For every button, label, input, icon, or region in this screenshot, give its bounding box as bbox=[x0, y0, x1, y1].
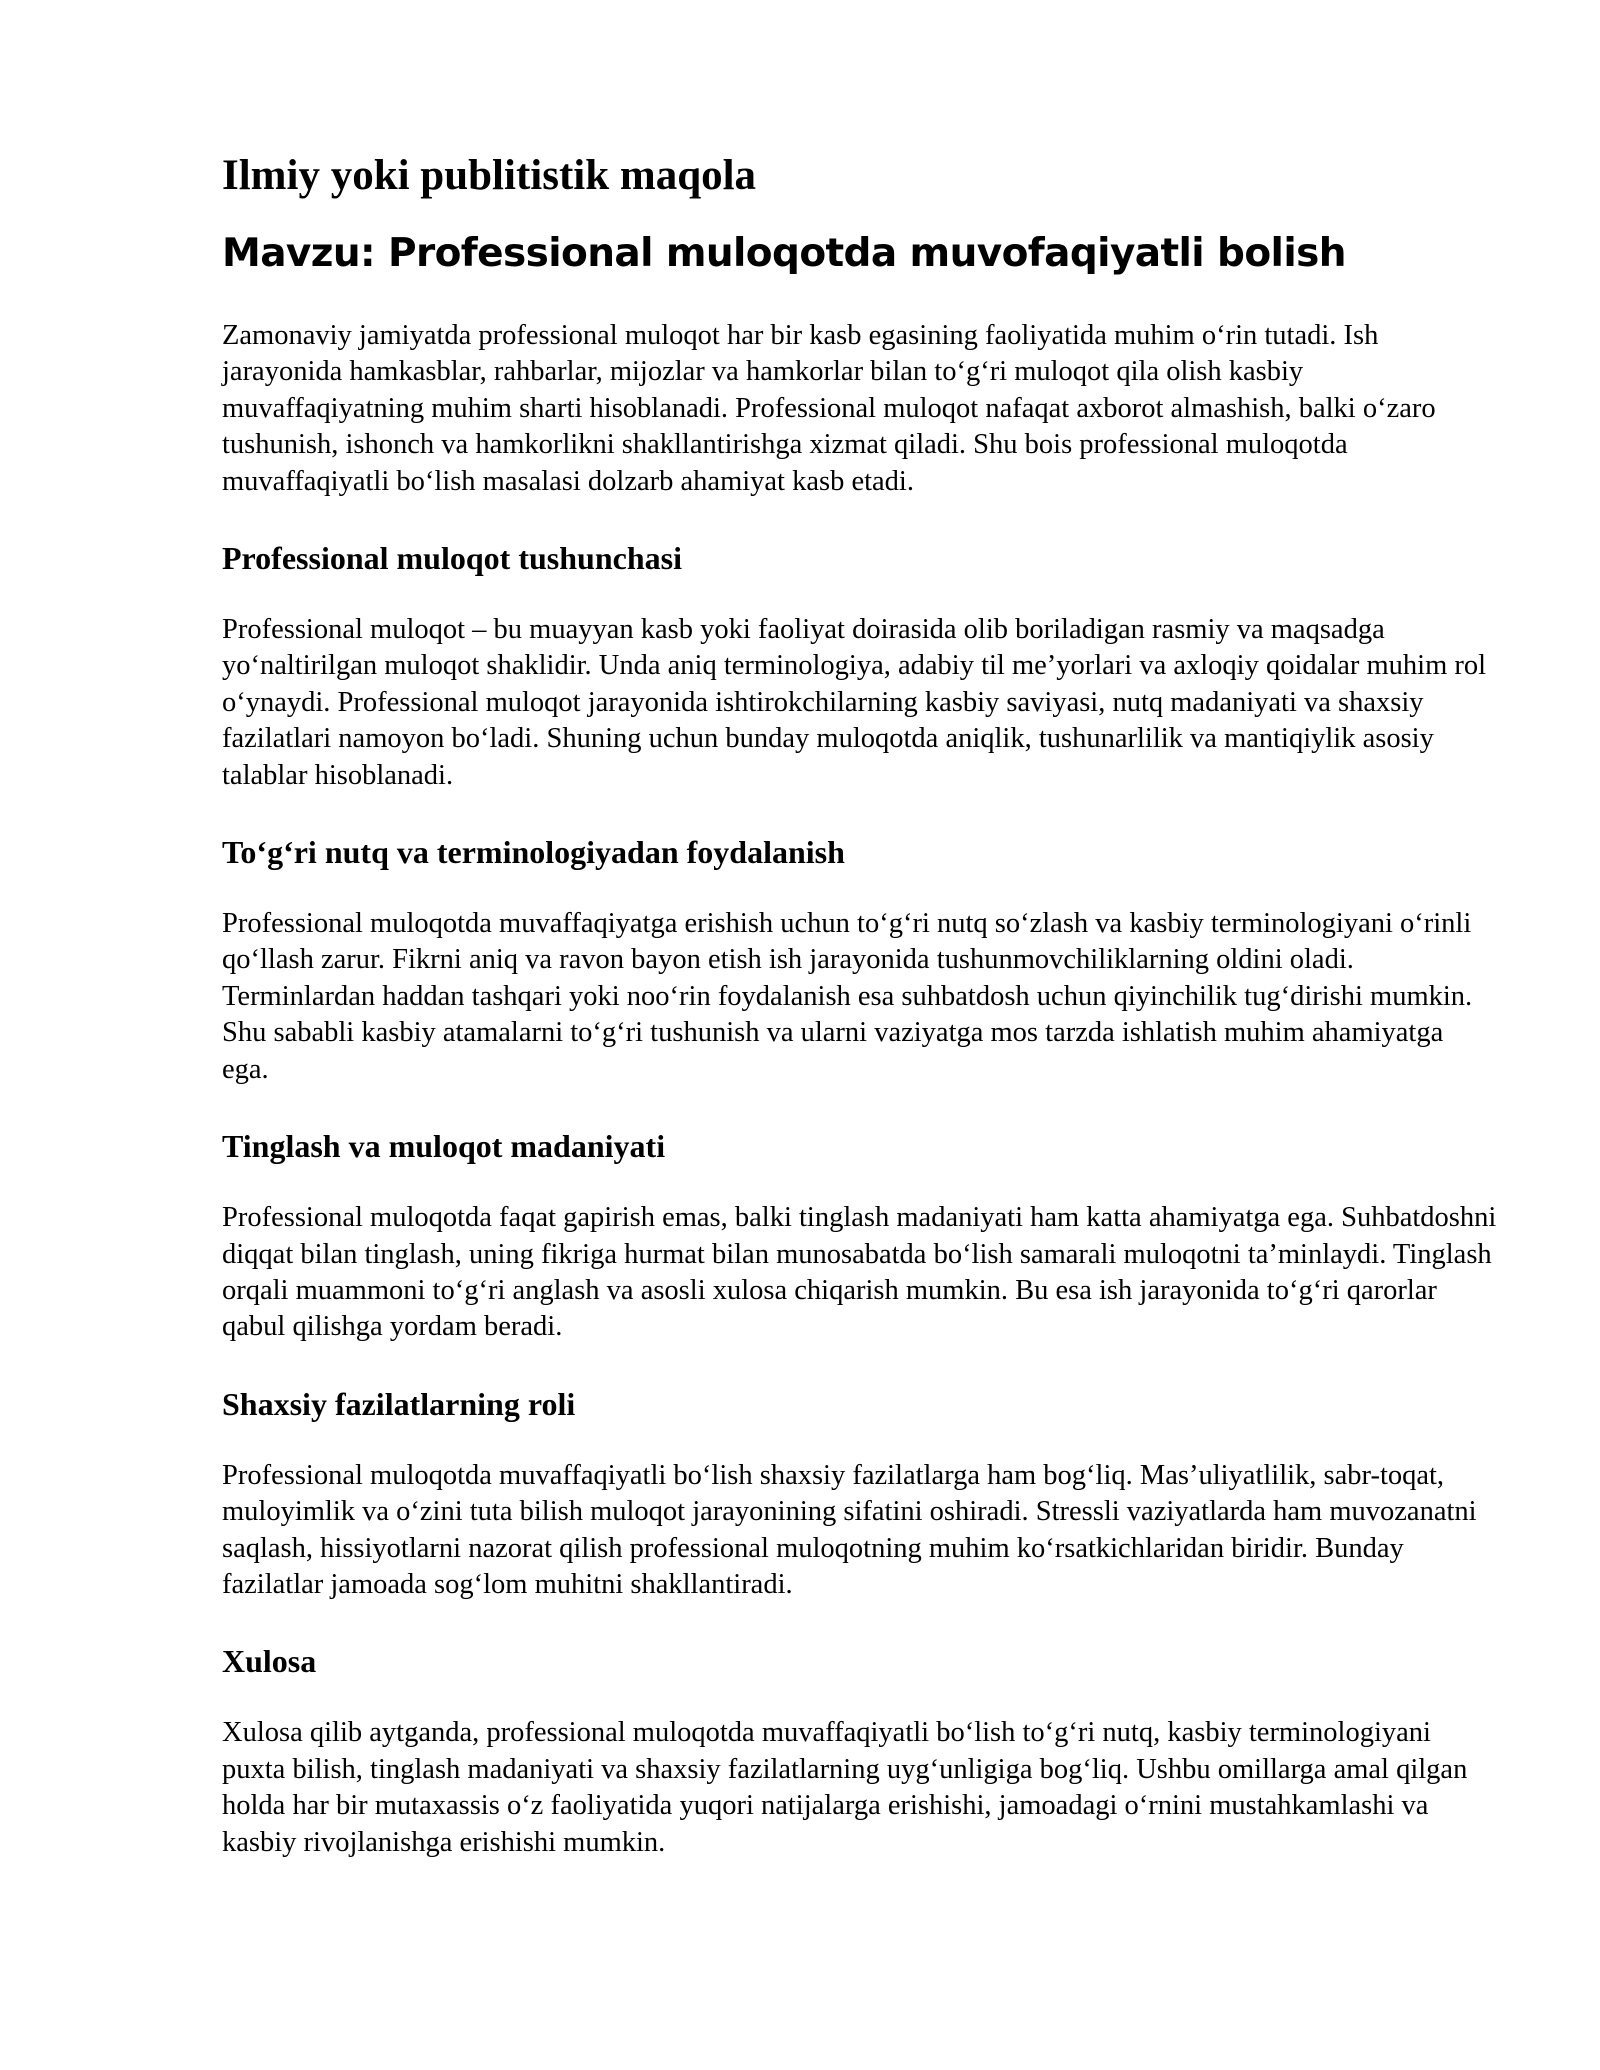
section-paragraph: Professional muloqotda muvaffaqiyatga erishish uchun to‘g‘ri nutq so‘zlash va kasbiy terminologiyani o‘rinli qo‘llash zarur. Fikrni aniq va ravon bayon etish ish jarayonida tushunmovchiliklarning oldini oladi. Terminlardan haddan tashqari yoki noo‘rin foydalanish esa suhbatdosh uchun qiyinchilik tug‘dirishi mumkin. Shu sababli kasbiy atamalarni to‘g‘ri tushunish va ularni vaziyatga mos tarzda ishlatish muhim ahamiyatga ega. bbox=[222, 908, 1473, 1085]
section-heading: To‘g‘ri nutq va terminologiyadan foydalanish bbox=[222, 834, 845, 871]
section-heading: Tinglash va muloqot madaniyati bbox=[222, 1128, 666, 1165]
section-heading: Xulosa bbox=[222, 1643, 317, 1680]
section-shaxsiy-fazilatlar bbox=[222, 1384, 1497, 1604]
document-page bbox=[222, 148, 1497, 1861]
section-paragraph: Professional muloqot – bu muayyan kasb yoki faoliyat doirasida olib boriladigan rasmiy va maqsadga yo‘naltirilgan muloqot shaklidir. Unda aniq terminologiya, adabiy til me’yorlari va axloqiy qoidalar muhim rol o‘ynaydi. Professional muloqot jarayonida ishtirokchilarning kasbiy saviyasi, nutq madaniyati va shaxsiy fazilatlari namoyon bo‘ladi. Shuning uchun bunday muloqotda aniqlik, tushunarlilik va mantiqiylik asosiy talablar hisoblanadi. bbox=[222, 614, 1487, 791]
intro-paragraph: Zamonaviy jamiyatda professional muloqot har bir kasb egasining faoliyatida muhim o‘rin tutadi. Ish jarayonida hamkasblar, rahbarlar, mijozlar va hamkorlar bilan to‘g‘ri muloqot qila olish kasbiy muvaffaqiyatning muhim sharti hisoblanadi. Professional muloqot nafaqat axborot almashish, balki o‘zaro tushunish, ishonch va hamkorlikni shakllantirishga xizmat qiladi. Shu bois professional muloqotda muvaffaqiyatli bo‘lish masalasi dolzarb ahamiyat kasb etadi. bbox=[222, 320, 1436, 497]
section-professional-muloqot-tushunchasi bbox=[222, 538, 1497, 794]
section-tinglash bbox=[222, 1126, 1497, 1346]
section-heading: Professional muloqot tushunchasi bbox=[222, 540, 682, 577]
section-togri-nutq bbox=[222, 832, 1497, 1088]
section-xulosa bbox=[222, 1641, 1497, 1861]
section-heading: Shaxsiy fazilatlarning roli bbox=[222, 1385, 576, 1422]
document-subtitle: Mavzu: Professional muloqotda muvofaqiyatli bolish bbox=[222, 231, 1346, 276]
document-title: Ilmiy yoki publitistik maqola bbox=[222, 152, 757, 199]
section-paragraph: Xulosa qilib aytganda, professional muloqotda muvaffaqiyatli bo‘lish to‘g‘ri nutq, kasbiy terminologiyani puxta bilish, tinglash madaniyati va shaxsiy fazilatlarning uyg‘unligiga bog‘liq. Ushbu omillarga amal qilgan holda har bir mutaxassis o‘z faoliyatida yuqori natijalarga erishishi, jamoadagi o‘rnini mustahkamlashi va kasbiy rivojlanishga erishishi mumkin. bbox=[222, 1717, 1468, 1858]
section-paragraph: Professional muloqotda faqat gapirish emas, balki tinglash madaniyati ham katta ahamiyatga ega. Suhbatdoshni diqqat bilan tinglash, uning fikriga hurmat bilan munosabatda bo‘lish samarali muloqotni ta’minlaydi. Tinglash orqali muammoni to‘g‘ri anglash va asosli xulosa chiqarish mumkin. Bu esa ish jarayonida to‘g‘ri qarorlar qabul qilishga yordam beradi. bbox=[222, 1202, 1497, 1343]
section-paragraph: Professional muloqotda muvaffaqiyatli bo‘lish shaxsiy fazilatlarga ham bog‘liq. Mas’uliyatlilik, sabr-toqat, muloyimlik va o‘zini tuta bilish muloqot jarayonining sifatini oshiradi. Stressli vaziyatlarda ham muvozanatni saqlash, hissiyotlarni nazorat qilish professional muloqotning muhim ko‘rsatkichlaridan biridir. Bunday fazilatlar jamoada sog‘lom muhitni shakllantiradi. bbox=[222, 1459, 1477, 1600]
